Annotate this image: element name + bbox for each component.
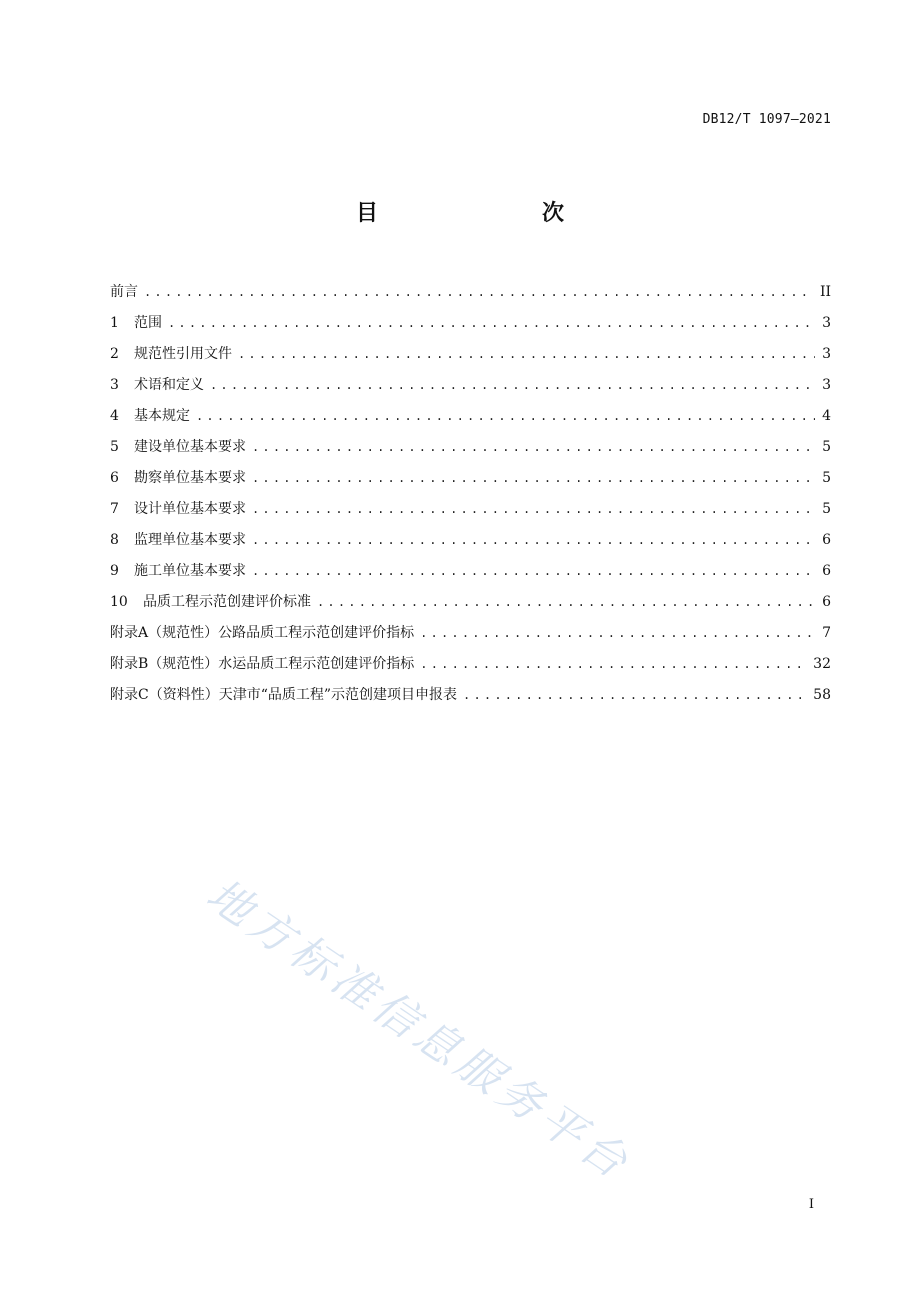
toc-entry-appendix-b[interactable] bbox=[110, 653, 831, 684]
appendix-prefix: 附录C（资料性） bbox=[110, 687, 219, 703]
toc-page: 3 bbox=[822, 315, 831, 331]
toc-entry[interactable] bbox=[110, 591, 831, 622]
toc-entry[interactable] bbox=[110, 343, 831, 374]
toc-entry[interactable] bbox=[110, 560, 831, 591]
toc-leader bbox=[238, 347, 815, 361]
toc-page: 5 bbox=[822, 470, 831, 486]
toc-label: 前言 bbox=[110, 284, 138, 300]
appendix-prefix: 附录A（规范性） bbox=[110, 625, 219, 641]
toc-label: 公路品质工程示范创建评价指标 bbox=[218, 625, 415, 641]
toc-entry-appendix-a[interactable] bbox=[110, 622, 831, 653]
toc-leader bbox=[252, 440, 815, 454]
toc-page: 6 bbox=[822, 594, 831, 610]
toc-leader bbox=[463, 688, 807, 702]
toc-page: 3 bbox=[822, 346, 831, 362]
toc-number: 5 bbox=[110, 439, 119, 455]
toc-page: 5 bbox=[822, 439, 831, 455]
toc-page: 6 bbox=[822, 532, 831, 548]
toc-leader bbox=[210, 378, 815, 392]
toc-leader bbox=[252, 471, 815, 485]
toc-page: 3 bbox=[822, 377, 831, 393]
toc-entry[interactable] bbox=[110, 436, 831, 467]
toc-label: 建设单位基本要求 bbox=[134, 439, 246, 455]
toc-label: 施工单位基本要求 bbox=[134, 563, 246, 579]
toc-label: 设计单位基本要求 bbox=[134, 501, 246, 517]
toc-label: 范围 bbox=[134, 315, 162, 331]
toc-number: 1 bbox=[110, 315, 119, 331]
toc-number: 4 bbox=[110, 408, 119, 424]
toc-number: 10 bbox=[110, 594, 128, 610]
toc-entry-foreword[interactable] bbox=[110, 281, 831, 312]
toc-leader bbox=[252, 564, 815, 578]
page-title: 目 次 bbox=[355, 201, 604, 226]
toc-label: 监理单位基本要求 bbox=[134, 532, 246, 548]
doc-code: DB12/T 1097—2021 bbox=[702, 112, 831, 127]
toc-number: 8 bbox=[110, 532, 119, 548]
watermark: 地方标准信息服务平台 bbox=[197, 869, 641, 1191]
toc-page: 4 bbox=[822, 408, 831, 424]
toc-label: 天津市“品质工程”示范创建项目申报表 bbox=[218, 687, 458, 703]
table-of-contents bbox=[110, 281, 831, 715]
toc-entry[interactable] bbox=[110, 405, 831, 436]
toc-entry[interactable] bbox=[110, 312, 831, 343]
toc-label: 规范性引用文件 bbox=[134, 346, 232, 362]
toc-leader bbox=[168, 316, 815, 330]
toc-entry[interactable] bbox=[110, 498, 831, 529]
toc-page: II bbox=[819, 284, 831, 300]
toc-label: 术语和定义 bbox=[134, 377, 204, 393]
toc-entry[interactable] bbox=[110, 529, 831, 560]
toc-number: 3 bbox=[110, 377, 119, 393]
toc-label: 基本规定 bbox=[134, 408, 190, 424]
page-number: I bbox=[808, 1197, 814, 1212]
toc-page: 6 bbox=[822, 563, 831, 579]
toc-number: 2 bbox=[110, 346, 119, 362]
appendix-prefix: 附录B（规范性） bbox=[110, 656, 219, 672]
toc-label: 水运品质工程示范创建评价指标 bbox=[218, 656, 415, 672]
toc-page: 58 bbox=[813, 687, 831, 703]
toc-leader bbox=[420, 657, 807, 671]
toc-leader bbox=[252, 533, 815, 547]
toc-leader bbox=[317, 595, 815, 609]
toc-leader bbox=[420, 626, 815, 640]
toc-label: 勘察单位基本要求 bbox=[134, 470, 246, 486]
toc-page: 32 bbox=[813, 656, 831, 672]
toc-leader bbox=[252, 502, 815, 516]
toc-number: 9 bbox=[110, 563, 119, 579]
toc-page: 7 bbox=[822, 625, 831, 641]
toc-number: 6 bbox=[110, 470, 119, 486]
toc-label: 品质工程示范创建评价标准 bbox=[143, 594, 311, 610]
toc-entry-appendix-c[interactable] bbox=[110, 684, 831, 715]
toc-entry[interactable] bbox=[110, 374, 831, 405]
toc-leader bbox=[144, 285, 814, 299]
toc-number: 7 bbox=[110, 501, 119, 517]
toc-page: 5 bbox=[822, 501, 831, 517]
toc-entry[interactable] bbox=[110, 467, 831, 498]
toc-leader bbox=[196, 409, 815, 423]
